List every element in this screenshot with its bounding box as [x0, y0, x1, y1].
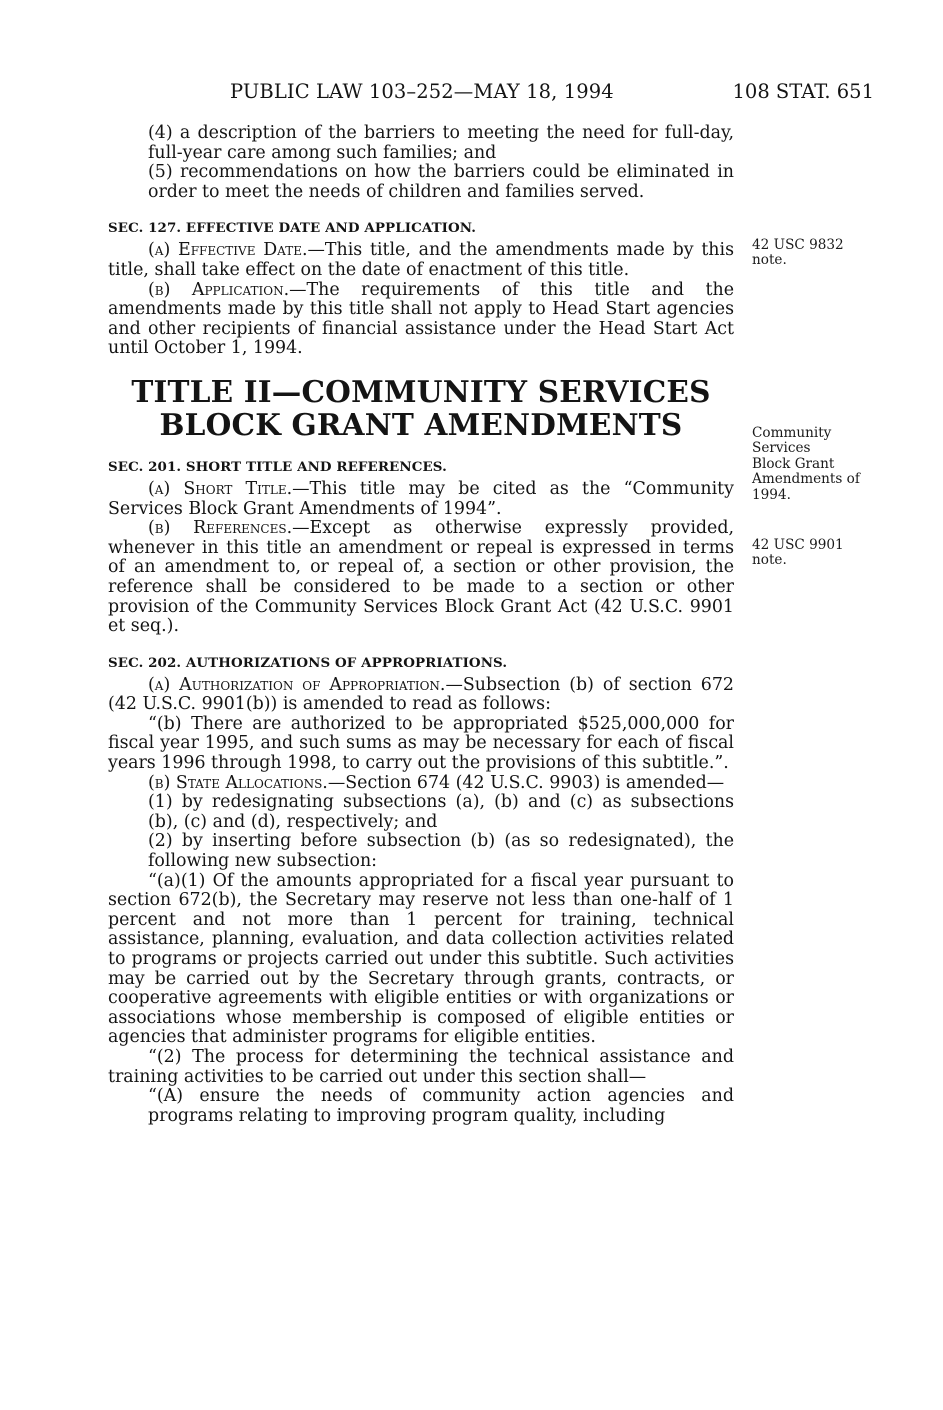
- paragraph-5: (5) recommendations on how the barriers could be eliminated in order to meet the needs of children and families served.: [148, 162, 734, 202]
- section-201-b-label: (b) References.: [148, 518, 293, 539]
- margin-note-line: Services: [752, 440, 811, 457]
- margin-note-line: note.: [752, 252, 787, 269]
- section-201-a-label: (a) Short Title.: [148, 478, 293, 499]
- section-202-b-text: —Section 674 (42 U.S.C. 9903) is amended—: [327, 772, 725, 793]
- margin-note-42-usc-9832: [752, 238, 882, 269]
- title-ii-line-1: TITLE II—COMMUNITY SERVICES: [131, 373, 711, 409]
- section-127-heading: SEC. 127. EFFECTIVE DATE AND APPLICATION.: [108, 220, 477, 237]
- margin-note-line: Block Grant: [752, 455, 835, 472]
- statute-page-number: 108 STAT. 651: [732, 80, 874, 103]
- margin-note-line: 42 USC 9832: [752, 237, 844, 253]
- margin-note-line: Community: [752, 425, 832, 441]
- section-202-b-1: (1) by redesignating subsections (a), (b) and (c) as subsections (b), (c) and (d), respectively; and: [148, 792, 734, 832]
- page-header: [108, 80, 874, 110]
- section-127-a-text: —This title, and the amendments made by this title, shall take effect on the date of enactment of this title.: [108, 240, 734, 280]
- section-127-a: [108, 241, 734, 280]
- section-127-b-label: (b) Application.: [148, 279, 290, 300]
- section-201-a-text: —This title may be cited as the “Community Services Block Grant Amendments of 1994”.: [108, 478, 734, 519]
- section-202-heading: SEC. 202. AUTHORIZATIONS OF APPROPRIATIONS.: [108, 654, 508, 671]
- section-201-b: [108, 519, 734, 637]
- main-text-column: [108, 124, 734, 1126]
- section-127-a-label: (a) Effective Date.: [148, 240, 308, 261]
- margin-note-42-usc-9901: [752, 538, 882, 569]
- section-202-a-text: —Subsection (b) of section 672 (42 U.S.C. 9901(b)) is amended to read as follows:: [108, 674, 735, 715]
- title-ii-heading: [108, 375, 734, 441]
- quoted-subparagraph-A: “(A) ensure the needs of community action agencies and programs relating to improving program quality, including: [148, 1086, 734, 1126]
- quoted-subsection-a-1: “(a)(1) Of the amounts appropriated for a fiscal year pursuant to section 672(b), the Secretary may reserve not less than one-half of 1 percent and not more than 1 percent for training, technical assistance, planning, evaluation, and data collection activities related to programs or projects carried out under this subtitle. Such activities may be carried out by the Secretary through grants, contracts, or cooperative agreements with eligible entities or with organizations or associations whose membership is composed of eligible entities or agencies that administer programs for eligible entities.: [108, 870, 734, 1048]
- section-202-a-label: (a) Authorization of Appropriation.: [148, 674, 446, 695]
- margin-note-title-ii: [752, 426, 882, 503]
- section-127-b: [108, 281, 734, 359]
- margin-note-line: Amendments of: [752, 471, 860, 488]
- margin-note-line: note.: [752, 552, 787, 569]
- section-202-a: [108, 676, 734, 715]
- section-202-b: [108, 774, 734, 794]
- section-202-b-label: (b) State Allocations.: [148, 772, 328, 793]
- section-202-b-2: (2) by inserting before subsection (b) (as so redesignated), the following new subsection:: [148, 831, 734, 872]
- margin-note-line: 1994.: [752, 486, 791, 503]
- quoted-subsection-a-2: “(2) The process for determining the technical assistance and training activities to be carried out under this section shall—: [108, 1046, 734, 1087]
- section-202-a-quote: “(b) There are authorized to be appropriated $525,000,000 for fiscal year 1995, and such sums as may be necessary for each of fiscal years 1996 through 1998, to carry out the provisions of this subtitle.”.: [108, 713, 734, 774]
- section-201-a: [108, 480, 734, 519]
- section-201-b-text: —Except as otherwise expressly provided, whenever in this title an amendment or repeal is expressed in terms of an amendment to, or repeal of, a section or other provision, the reference shall be considered to be made to a section or other provision of the Community Services Block Grant Act (42 U.S.C. 9901 et seq.).: [108, 518, 734, 637]
- section-127-b-text: —The requirements of this title and the amendments made by this title shall not apply to Head Start agencies and other recipients of financial assistance under the Head Start Act until October 1, 1994.: [108, 279, 734, 359]
- public-law-citation: PUBLIC LAW 103–252—MAY 18, 1994: [230, 80, 614, 103]
- section-201-heading: SEC. 201. SHORT TITLE AND REFERENCES.: [108, 458, 447, 475]
- paragraph-4: (4) a description of the barriers to meeting the need for full-day, full-year care among such families; and: [148, 123, 734, 163]
- margin-note-line: 42 USC 9901: [752, 537, 844, 553]
- title-ii-line-2: BLOCK GRANT AMENDMENTS: [159, 406, 683, 442]
